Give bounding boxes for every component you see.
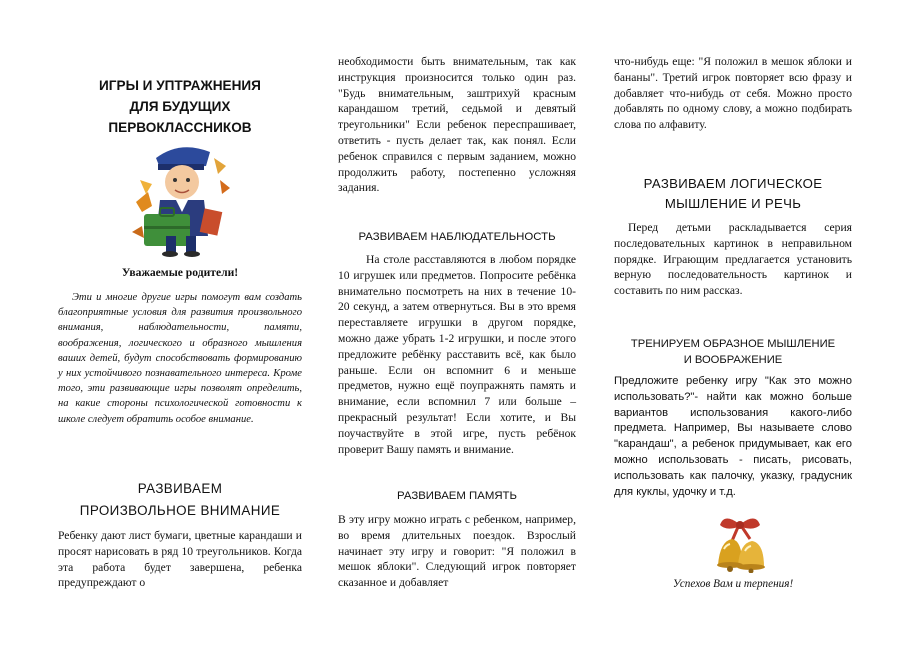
attention-continuation: необходимости быть внимательным, так как инструкция произносится только один раз. "Будь внимательным, заштрихуй красным карандашом третий, седьмой и девятый треугольники" Если ребенок переспрашивает, ответить - пусть делает так, как понял. Если ребенок справился с первым заданием, можно продолжить работу, постепенно усложняя задания. <box>338 55 576 195</box>
memory-paragraph: В эту игру можно играть с ребенком, например, во время длительных поездок. Взрослый начинает эту игру и говорит: "Я положил в мешок яблоки". Следующий игрок повторяет сказанное и добавляет <box>338 513 576 590</box>
schoolboy-with-briefcase-icon <box>130 140 234 258</box>
section-heading-observation: РАЗВИВАЕМ НАБЛЮДАТЕЛЬНОСТЬ <box>358 231 556 243</box>
greeting: Уважаемые родители! <box>121 266 239 279</box>
attention-paragraph: Ребенку дают лист бумаги, цветные карандаши и просят нарисовать в ряд 10 треугольников. Когда эта работа будет завершена, ребенка предупреждают о <box>58 529 302 590</box>
imagination-paragraph: Предложите ребенку игру "Как это можно использовать?"- найти как можно больше вариантов использования какого-либо предмета. Например, Вы называете слово "карандаш", а ребенок придумывает, как его можно использовать - писать, рисовать, использовать как палочку, указку, градусник для куклы, удочку и т.д. <box>614 375 852 498</box>
section-heading-imagination: ТРЕНИРУЕМ ОБРАЗНОЕ МЫШЛЕНИЕ И ВООБРАЖЕНИЕ <box>630 338 836 366</box>
observation-paragraph: На столе расставляются в любом порядке 10 игрушек или предметов. Попросите ребёнка внимательно посмотреть на них в течение 10-20 секунд, а затем отвернуться. Вы в это время переставляете игрушки в другом порядке, можно даже убрать 1-2 игрушки, и после этого предложите ребёнку расставить всё, как было раньше. Если он вспомнит 6 и меньше предметов, нужно ещё поупражнять память и внимание, если вспомнил 7 или больше – прекрасный результат! Если хотите, и Вы поучаствуйте в этой игре, пусть ребёнок проверит Вашу память и внимание. <box>338 253 576 456</box>
column-2 <box>338 0 576 645</box>
section-heading-logic: РАЗВИВАЕМ ЛОГИЧЕСКОЕ МЫШЛЕНИЕ И РЕЧЬ <box>643 176 823 211</box>
section-heading-memory: РАЗВИВАЕМ ПАМЯТЬ <box>397 490 517 502</box>
column-3 <box>614 0 852 645</box>
section-heading-attention: РАЗВИВАЕМ ПРОИЗВОЛЬНОЕ ВНИМАНИЕ <box>79 481 281 518</box>
intro-paragraph: Эти и многие другие игры помогут вам создать благоприятные условия для развития произвольного внимания, наблюдательности, памяти, воображения, логического и образного мышления ваших детей, будут способствовать формированию у них устойчивого познавательного интереса. Кроме того, эти развивающие игры позволят определить, на какие стороны психологической готовности к школе следует обратить особое внимание. <box>58 292 302 425</box>
bells-icon <box>710 515 770 573</box>
closing-wish: Успехов Вам и терпения! <box>672 578 794 590</box>
memory-continuation: что-нибудь еще: "Я положил в мешок яблоки и бананы". Третий игрок повторяет всю фразу и добавляет что-нибудь от себя. Можно просто добавлять по одному слову, а можно подбирать слова по алфавиту. <box>614 55 852 132</box>
column-1 <box>58 0 302 645</box>
brochure-title: ИГРЫ И УПТРАЖНЕНИЯ ДЛЯ БУДУЩИХ ПЕРВОКЛАССНИКОВ <box>99 78 261 135</box>
logic-paragraph: Перед детьми раскладывается серия последовательных картинок в неправильном порядке. Играющим предлагается установить верную последовательность картинок и составить по ним рассказ. <box>614 221 852 298</box>
